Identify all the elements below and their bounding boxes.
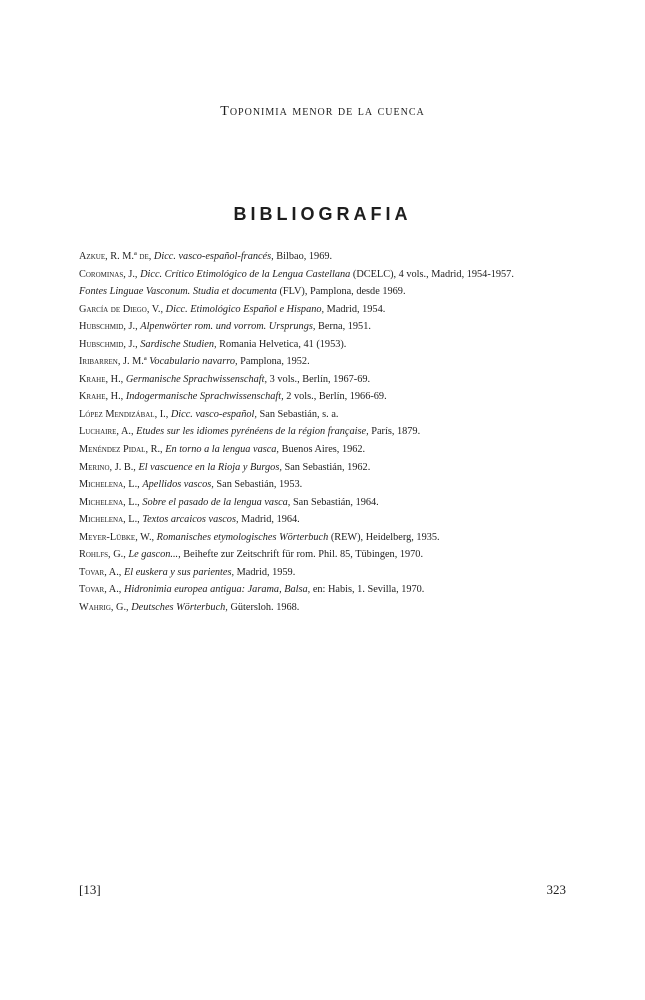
- entry-author: Tovar, A.,: [79, 566, 122, 578]
- bibliography-entry: [79, 566, 565, 580]
- entry-title: Dicc. Etimológico Español e Hispano,: [165, 303, 325, 315]
- entry-details: (REW), Heidelberg, 1935.: [330, 531, 440, 543]
- entry-details: Buenos Aires, 1962.: [281, 444, 366, 456]
- bibliography-entry: [79, 268, 565, 282]
- entry-author: Azkue, R. M.ª de,: [79, 251, 152, 262]
- entry-title: El vascuence en la Rioja y Burgos,: [138, 461, 282, 473]
- entry-author: Krahe, H.,: [79, 391, 124, 403]
- entry-details: Madrid, 1954.: [326, 303, 386, 315]
- entry-details: San Sebastián, 1953.: [216, 479, 303, 491]
- entry-title: Indogermanische Sprachwissenschaft,: [125, 391, 284, 403]
- entry-details: Beihefte zur Zeitschrift für rom. Phil. 85, Tübingen, 1970.: [183, 549, 424, 561]
- entry-details: 2 vols., Berlín, 1966-69.: [286, 391, 387, 403]
- entry-details: San Sebastián, 1964.: [292, 496, 379, 508]
- entry-title: Dicc. vasco-español,: [170, 408, 257, 420]
- entry-author: Hubschmid, J.,: [79, 321, 138, 333]
- bibliography-entry: [79, 425, 565, 439]
- entry-title: Apellidos vascos,: [142, 479, 214, 491]
- bibliography-entry: [79, 478, 565, 492]
- entry-title: Fontes Linguae Vasconum. Studia et documenta: [79, 286, 277, 298]
- entry-author: Michelena, L.,: [79, 514, 140, 526]
- entry-details: Pamplona, 1952.: [240, 356, 310, 368]
- entry-title: En torno a la lengua vasca,: [165, 444, 280, 456]
- entry-author: Meyer-Lübke, W.,: [79, 531, 155, 543]
- entry-details: San Sebastián, 1962.: [284, 461, 371, 473]
- entry-title: Alpenwörter rom. und vorrom. Ursprungs,: [140, 321, 316, 333]
- entry-author: Menéndez Pidal, R.,: [79, 444, 163, 456]
- entry-author: Michelena, L.,: [79, 479, 140, 491]
- running-head: Toponimia menor de la cuenca: [220, 104, 425, 119]
- entry-details: en: Habis, 1. Sevilla, 1970.: [312, 584, 425, 596]
- entry-details: París, 1879.: [371, 426, 421, 438]
- entry-author: Corominas, J.,: [79, 268, 138, 280]
- bibliography-entry: [79, 338, 565, 352]
- entry-title: Le gascon...,: [128, 549, 181, 561]
- entry-title: Deutsches Wörterbuch,: [131, 601, 228, 613]
- entry-details: Madrid, 1964.: [241, 514, 300, 526]
- entry-title: Sardische Studien,: [140, 338, 217, 350]
- entry-title: Sobre el pasado de la lengua vasca,: [142, 496, 291, 508]
- entry-author: López Mendizábal, I.,: [79, 408, 169, 420]
- bibliography-entry: [79, 390, 565, 404]
- bibliography-entry: [79, 531, 565, 545]
- entry-title: El euskera y sus parientes,: [123, 566, 235, 578]
- entry-author: Hubschmid, J.,: [79, 338, 138, 350]
- entry-title: Dicc. Crítico Etimológico de la Lengua Castellana: [140, 268, 351, 280]
- bibliography-entry: [79, 373, 565, 387]
- entry-author: Rohlfs, G.,: [79, 549, 126, 561]
- bibliography-list: [79, 250, 565, 618]
- bibliography-entry: [79, 285, 565, 299]
- bibliography-entry: [79, 303, 565, 317]
- entry-author: Luchaire, A.,: [79, 426, 134, 438]
- page-number: 323: [546, 882, 566, 897]
- bibliography-entry: [79, 583, 565, 597]
- entry-details: Madrid, 1959.: [236, 566, 296, 578]
- entry-author: Tovar, A.,: [79, 584, 122, 596]
- bibliography-entry: [79, 320, 565, 334]
- bibliography-entry: [79, 461, 565, 475]
- entry-author: Wahrig, G.,: [79, 601, 129, 613]
- bibliography-entry: [79, 355, 565, 369]
- entry-details: Berna, 1951.: [318, 321, 371, 333]
- entry-author: Merino, J. B.,: [79, 461, 136, 473]
- section-title: BIBLIOGRAFIA: [233, 204, 412, 224]
- entry-title: Etudes sur les idiomes pyrénéens de la région française,: [136, 426, 369, 438]
- bibliography-entry: [79, 548, 565, 562]
- entry-details: Gütersloh. 1968.: [230, 601, 300, 613]
- folio-left: [13]: [79, 882, 101, 897]
- entry-details: (DCELC), 4 vols., Madrid, 1954-1957.: [352, 268, 514, 280]
- entry-title: Romanisches etymologisches Wörterbuch: [156, 531, 329, 543]
- bibliography-entry: [79, 443, 565, 457]
- entry-details: 3 vols., Berlín, 1967-69.: [269, 373, 371, 385]
- entry-title: Germanische Sprachwissenschaft,: [125, 373, 268, 385]
- entry-details: (FLV), Pamplona, desde 1969.: [279, 286, 406, 298]
- entry-author: Michelena, L.,: [79, 496, 140, 508]
- entry-author: García de Diego, V.,: [79, 303, 164, 315]
- entry-title: Textos arcaicos vascos,: [142, 514, 239, 526]
- bibliography-entry: [79, 601, 565, 615]
- entry-title: Vocabulario navarro,: [149, 356, 238, 368]
- bibliography-entry: [79, 513, 565, 527]
- bibliography-entry: [79, 250, 565, 264]
- entry-details: San Sebastián, s. a.: [259, 408, 339, 420]
- entry-title: Hidronimia europea antigua: Jarama, Balsa,: [123, 584, 311, 596]
- bibliography-entry: [79, 408, 565, 422]
- bibliography-entry: [79, 496, 565, 510]
- entry-details: Romania Helvetica, 41 (1953).: [219, 338, 347, 350]
- entry-author: Krahe, H.,: [79, 373, 124, 385]
- entry-details: Bilbao, 1969.: [276, 251, 333, 262]
- entry-author: Iribarren, J. M.ª: [79, 356, 147, 368]
- entry-title: Dicc. vasco-español-francés,: [153, 251, 274, 262]
